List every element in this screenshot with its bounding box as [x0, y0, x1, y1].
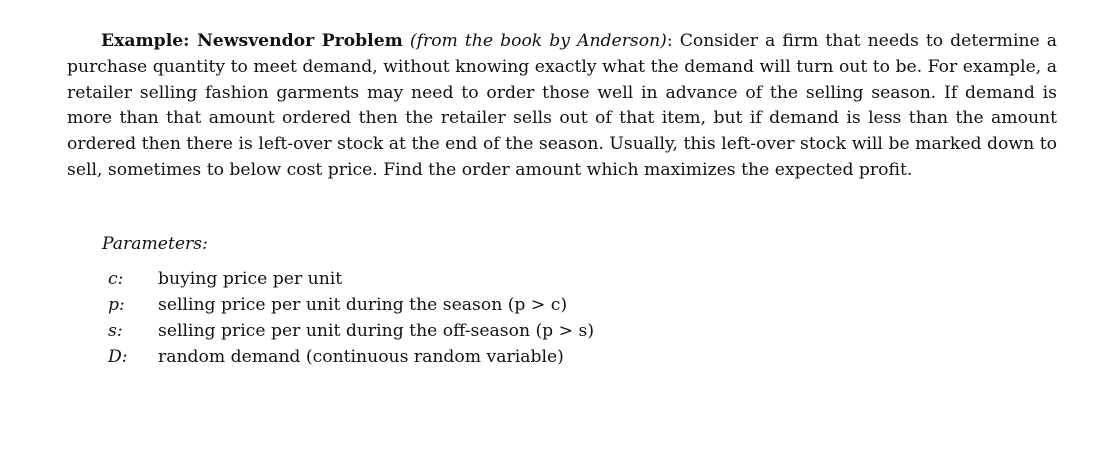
parameter-symbol: s:: [108, 321, 123, 341]
example-paragraph: [67, 29, 1057, 184]
parameter-description: selling price per unit during the season (p > c): [158, 295, 568, 315]
parameter-description: random demand (continuous random variable): [158, 347, 564, 367]
parameter-symbol: c:: [108, 269, 124, 289]
parameter-row-c: [102, 266, 594, 292]
parameter-description: buying price per unit: [158, 269, 343, 289]
example-heading: Example: Newsvendor Problem: [101, 31, 403, 51]
parameters-heading: Parameters:: [102, 234, 208, 254]
parameter-row-s: [102, 318, 594, 344]
parameter-description: selling price per unit during the off-season (p > s): [158, 321, 595, 341]
example-source: (from the book by Anderson): [409, 31, 667, 51]
parameter-row-d: [102, 344, 594, 370]
parameter-symbol: p:: [108, 295, 125, 315]
parameter-row-p: [102, 292, 594, 318]
example-body: Consider a firm that needs to determine a purchase quantity to meet demand, without knowing exactly what the demand will turn out to be. For example, a retailer selling fashion garments may need to order those well in advance of the selling season. If demand is more than that amount ordered then the retailer sells out of that item, but if demand is less than the amount ordered then there is left-over stock at the end of the season. Usually, this left-over stock will be marked down to sell, sometimes to below cost price. Find the order amount which maximizes the expected profit.: [67, 31, 1057, 180]
parameter-symbol: D:: [108, 347, 128, 367]
parameters-list: [102, 266, 594, 370]
example-colon: :: [666, 31, 673, 51]
